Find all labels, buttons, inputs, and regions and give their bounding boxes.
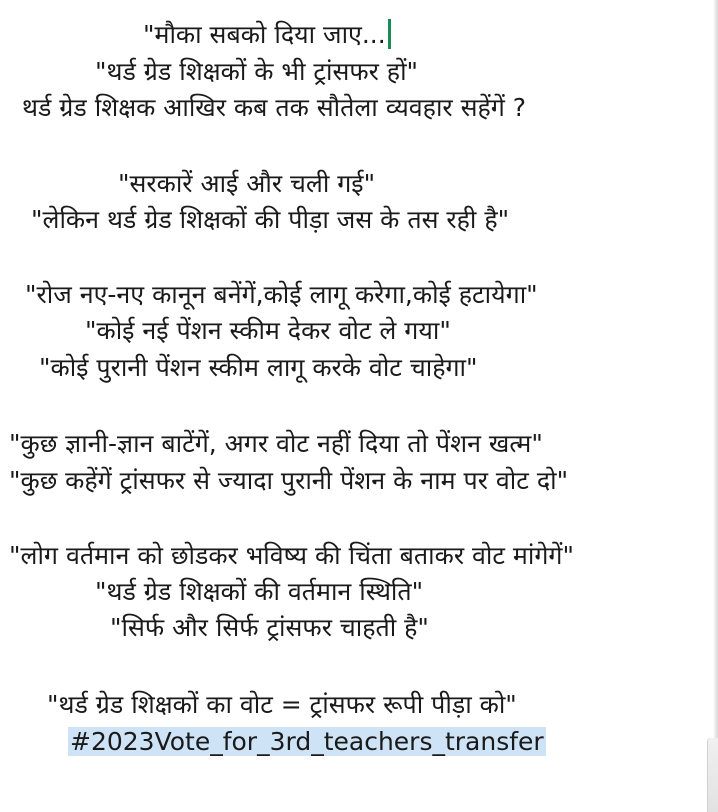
hashtag-line <box>68 725 546 759</box>
text-line-5: "लेकिन थर्ड ग्रेड शिक्षकों की पीड़ा जस के तस रही है" <box>31 205 510 234</box>
text-line-8: "कोई पुरानी पेंशन स्कीम लागू करके वोट चाहेगा" <box>39 353 478 382</box>
text-line-10: "कुछ कहेंगें ट्रांसफर से ज्यादा पुरानी पेंशन के नाम पर वोट दो" <box>9 466 569 495</box>
text-line-1-content: "मौका सबको दिया जाए... <box>143 20 386 49</box>
text-line-9: "कुछ ज्ञानी-ज्ञान बाटेंगें, अगर वोट नहीं दिया तो पेंशन खत्म" <box>9 429 543 458</box>
text-line-13: "सिर्फ और सिर्फ ट्रांसफर चाहती है" <box>110 613 429 642</box>
text-line-6: "रोज नए-नए कानून बनेंगें,कोई लागू करेगा,कोई हटायेगा" <box>25 280 538 309</box>
scroll-handle[interactable] <box>707 738 718 812</box>
text-line-3: थर्ड ग्रेड शिक्षक आखिर कब तक सौतेला व्यवहार सहेंगें ? <box>22 93 527 122</box>
text-line-4: "सरकारें आई और चली गई" <box>118 169 376 198</box>
text-line-12: "थर्ड ग्रेड शिक्षकों की वर्तमान स्थिति" <box>95 577 424 606</box>
selected-hashtag-text[interactable]: #2023Vote_for_3rd_teachers_transfer <box>70 727 544 756</box>
text-line-14: "थर्ड ग्रेड शिक्षकों का वोट = ट्रांसफर रूपी पीड़ा को" <box>47 690 517 719</box>
text-line-2: "थर्ड ग्रेड शिक्षकों के भी ट्रांसफर हों" <box>95 57 419 86</box>
text-cursor <box>388 19 391 49</box>
text-line-11: "लोग वर्तमान को छोडकर भविष्य की चिंता बताकर वोट मांगेगें" <box>9 541 574 570</box>
editor-edge-shadow <box>713 0 718 812</box>
text-line-1 <box>143 18 391 52</box>
text-line-7: "कोई नई पेंशन स्कीम देकर वोट ले गया" <box>85 316 451 345</box>
